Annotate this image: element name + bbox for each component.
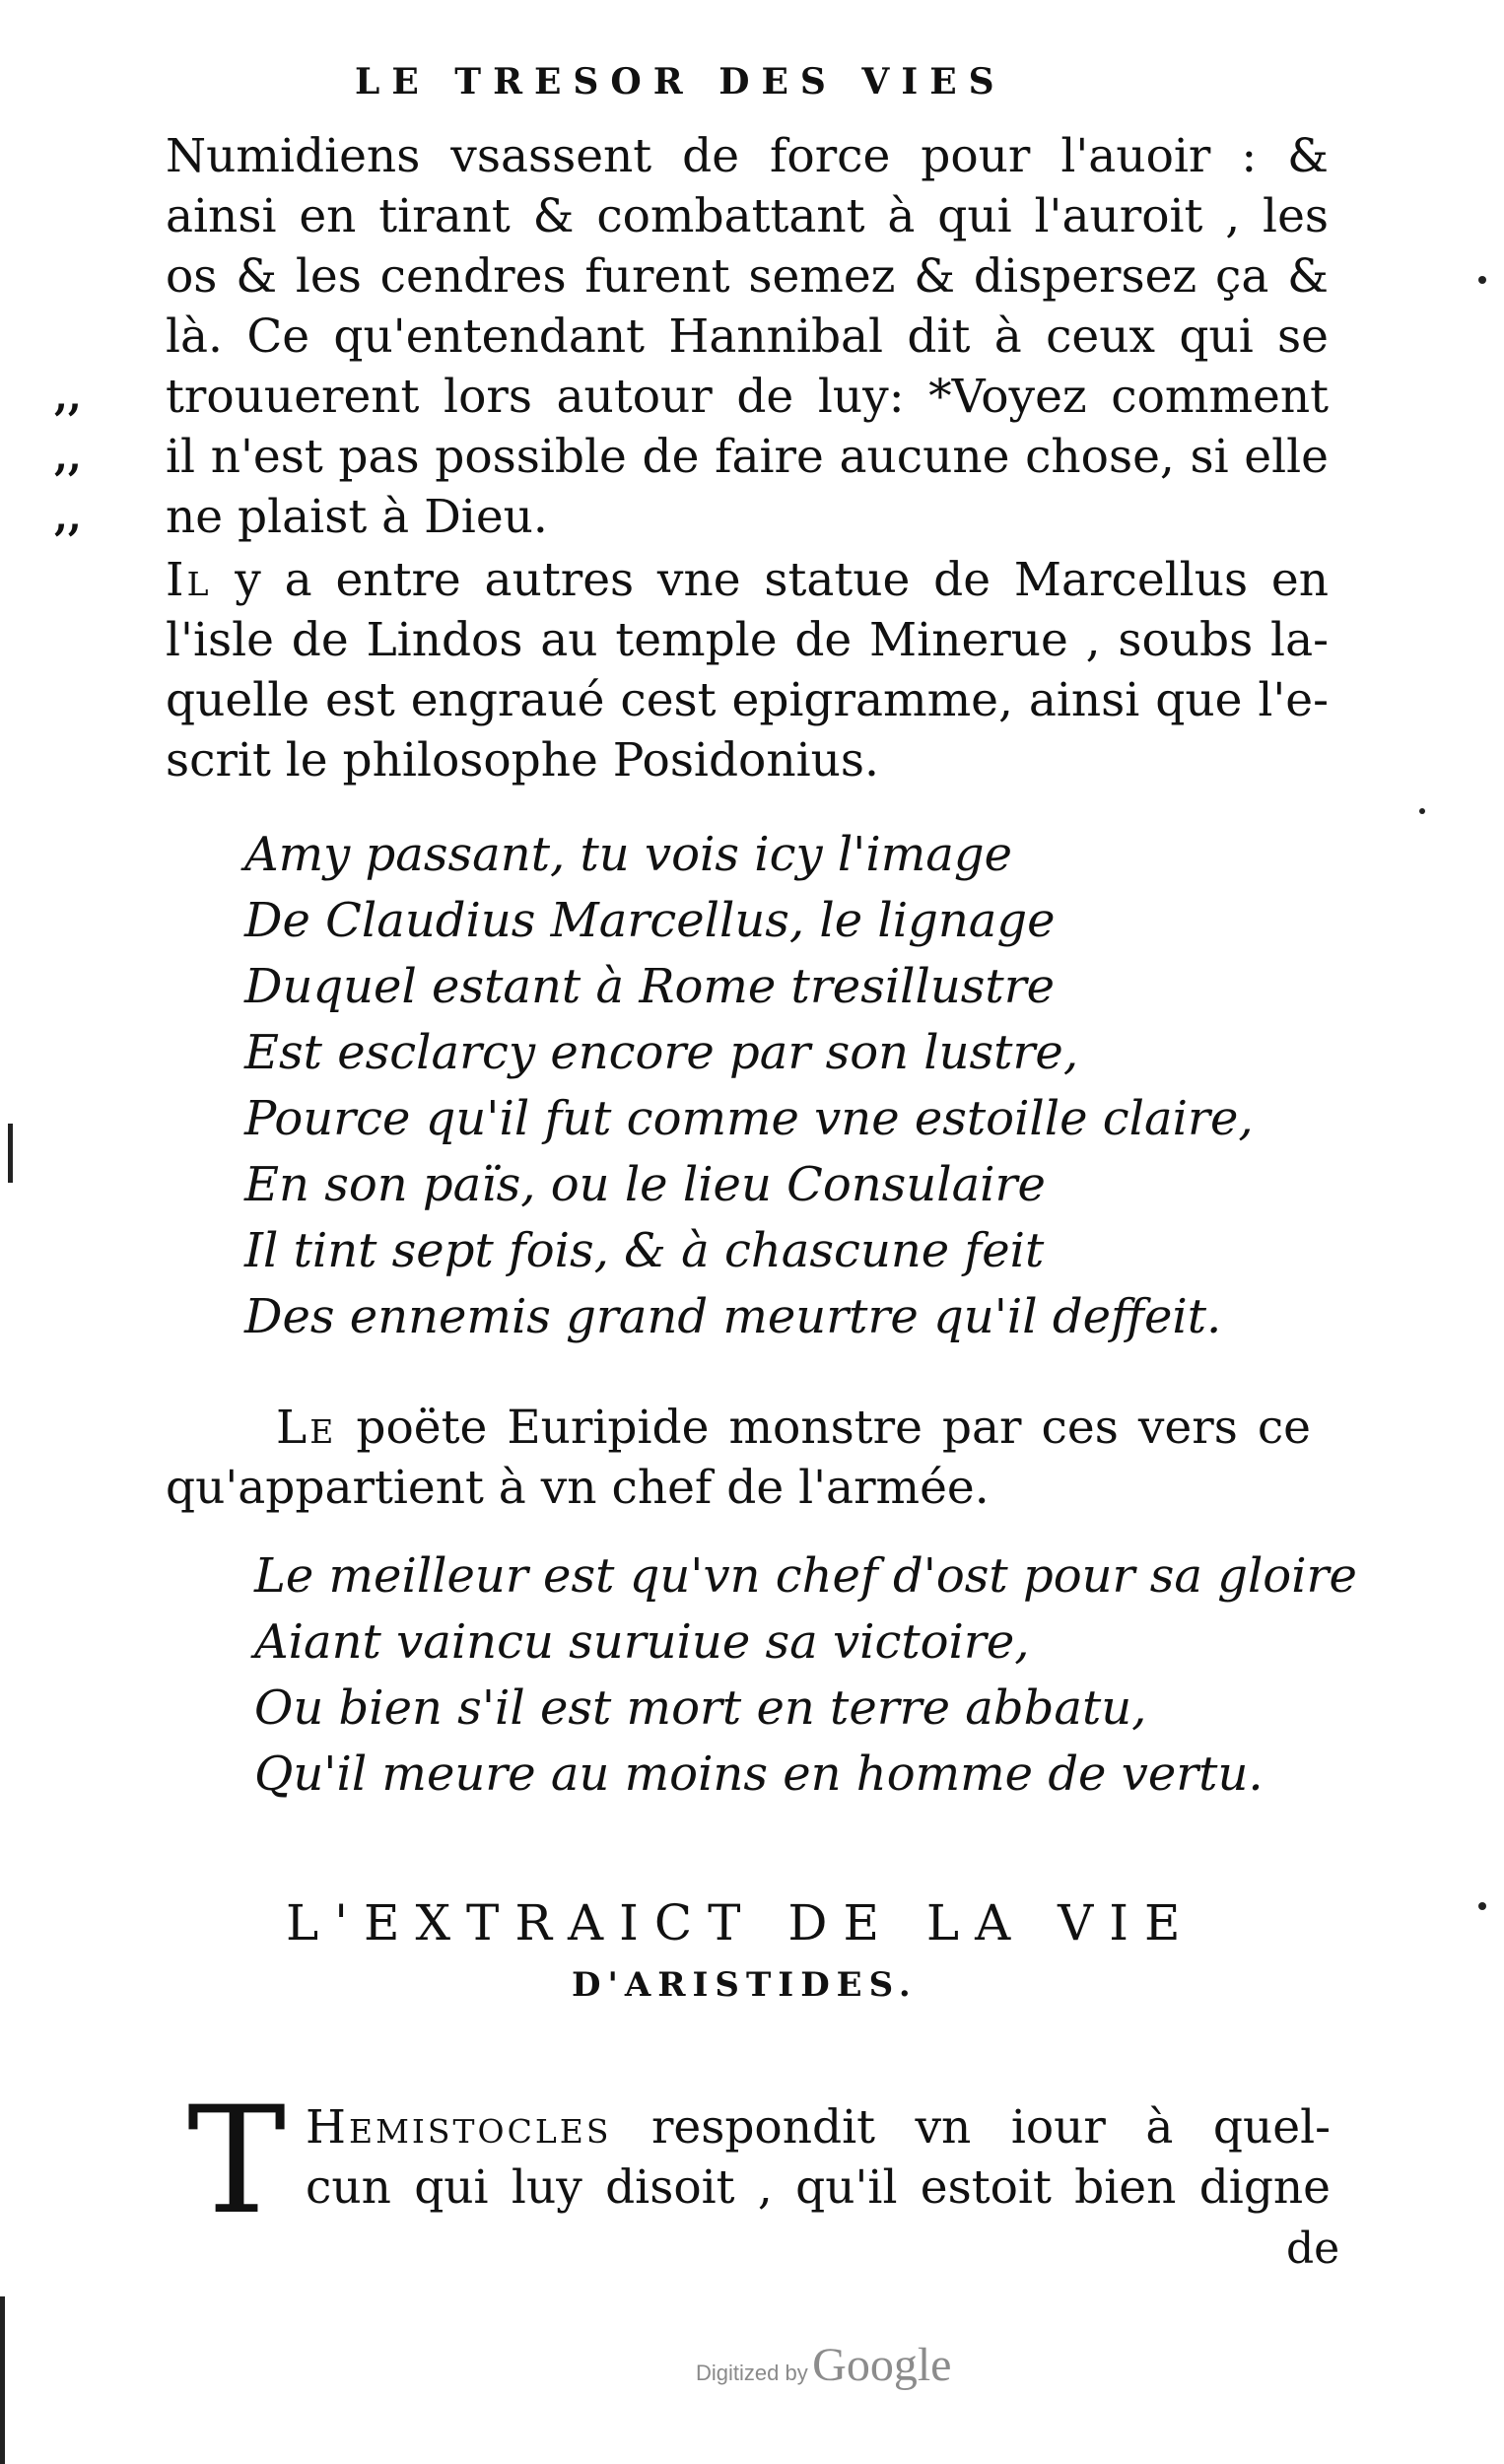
paragraph-2 [166, 550, 1329, 790]
verse-line: Est esclarcy encore par son lustre, [244, 1025, 1079, 1080]
paragraph-line: scrit le philosophe Posidonius. [166, 733, 879, 787]
paragraph-lead: Hemistocles [306, 2100, 612, 2155]
epigram [244, 822, 1254, 1350]
verse-line: De Claudius Marcellus, le lignage [244, 893, 1056, 948]
paragraph-line: ne plaist à Dieu. [166, 490, 548, 544]
paragraph-euripide [276, 1398, 1311, 1458]
quote-mark: ,, [54, 494, 82, 540]
scan-edge-mark [0, 2296, 5, 2464]
google-logo: Google [812, 2339, 952, 2391]
paragraph-line: il n'est pas possible de faire aucune chose, si elle [166, 430, 1329, 484]
paragraph-line [306, 2097, 1331, 2157]
paragraph-line: qu'appartient à vn chef de l'armée. [166, 1461, 990, 1515]
paragraph-text: respondit vn iour à quel- [650, 2100, 1331, 2155]
verse-line: Qu'il meure au moins en homme de vertu. [254, 1746, 1264, 1802]
verse-line: Aiant vaincu suruiue sa victoire, [254, 1614, 1030, 1670]
paragraph-lead: Le [276, 1401, 337, 1455]
verse-line: Amy passant, tu vois icy l'image [244, 827, 1012, 882]
paragraph-line: cun qui luy disoit , qu'il estoit bien digne [306, 2160, 1331, 2215]
euripide-verse [254, 1543, 1357, 1808]
running-head: LE TRESOR DES VIES [355, 61, 1006, 103]
paragraph-3 [306, 2097, 1331, 2218]
digitized-footer [696, 2338, 951, 2392]
scan-speck [1478, 276, 1486, 284]
quotation-margin-marks [54, 367, 82, 547]
paragraph-line: Numidiens vsassent de force pour l'auoir : & [166, 129, 1329, 183]
paragraph-text: y a entre autres vne statue de Marcellus en [235, 553, 1329, 607]
paragraph-line: os & les cendres furent semez & dispersez ça & [166, 249, 1329, 304]
scan-speck [1419, 808, 1425, 814]
drop-cap: T [187, 2076, 287, 2247]
paragraph-line [166, 550, 1329, 610]
paragraph-line: ainsi en tirant & combattant à qui l'auroit , les [166, 189, 1329, 243]
paragraph-line: l'isle de Lindos au temple de Minerue , soubs la- [166, 613, 1329, 667]
verse-line: Duquel estant à Rome tresillustre [244, 959, 1056, 1014]
verse-line: Des ennemis grand meurtre qu'il deffeit. [244, 1289, 1222, 1344]
digitized-label: Digitized by [696, 2361, 808, 2385]
scan-speck [1478, 1902, 1486, 1910]
paragraph-line: là. Ce qu'entendant Hannibal dit à ceux qui se [166, 309, 1329, 364]
paragraph-1 [166, 126, 1329, 547]
paragraph-line: quelle est engraué cest epigramme, ainsi que l'e- [166, 673, 1329, 727]
catchword: de [1286, 2224, 1340, 2274]
scan-edge-mark [8, 1124, 13, 1183]
section-subtitle: D'ARISTIDES. [572, 1965, 918, 2005]
verse-line: Pource qu'il fut comme vne estoille claire, [244, 1091, 1254, 1146]
paragraph-text: poëte Euripide monstre par ces vers ce [356, 1401, 1311, 1455]
quote-mark: ,, [54, 434, 82, 480]
verse-line: Le meilleur est qu'vn chef d'ost pour sa gloire [254, 1548, 1357, 1604]
paragraph-lead: Il [166, 553, 212, 607]
quote-mark: ,, [54, 374, 82, 420]
verse-line: Il tint sept fois, & à chascune feit [244, 1223, 1045, 1278]
verse-line: En son païs, ou le lieu Consulaire [244, 1157, 1046, 1212]
section-title: L'EXTRAICT DE LA VIE [286, 1894, 1196, 1951]
paragraph-euripide-continued [166, 1458, 1329, 1518]
paragraph-line: trouuerent lors autour de luy: *Voyez comment [166, 370, 1329, 424]
verse-line: Ou bien s'il est mort en terre abbatu, [254, 1680, 1147, 1736]
paragraph-line [276, 1398, 1311, 1458]
